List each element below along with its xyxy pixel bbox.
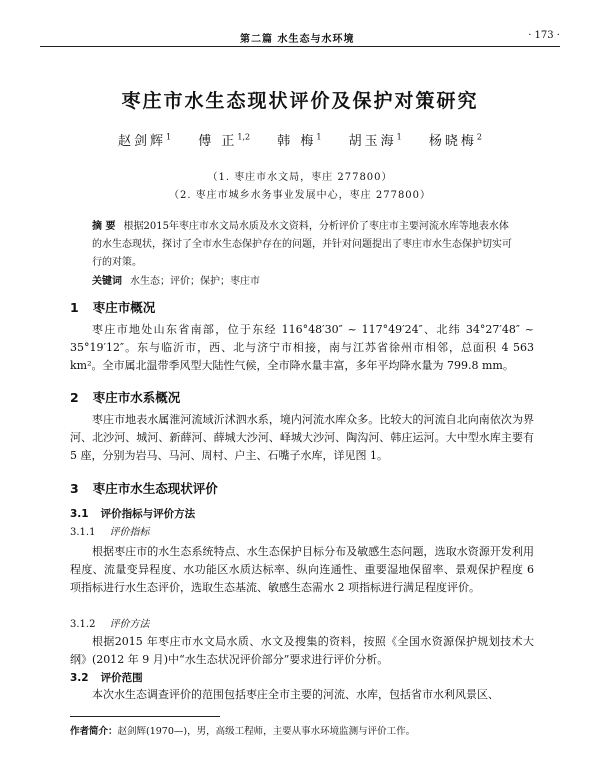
section-312-paragraph: 根据2015 年枣庄市水文局水质、水文及搜集的资料，按照《全国水资源保护规划技术大纲》(2012 年 9 月)中“水生态状况评价部分”要求进行评价分析。 — [70, 635, 534, 666]
subsection-heading: 3.1 评价指标与评价方法 — [70, 508, 196, 520]
abstract-text: 根据2015年枣庄市水文局水质及水文资料，分析评价了枣庄市主要河流水库等地表水体的水生态现状，探讨了全市水生态保护存在的问题，并针对问题提出了枣庄市水生态保护切实可行的对策。 — [92, 221, 512, 268]
page-number: · 173 · — [528, 30, 560, 41]
abstract-label: 摘 要 — [92, 221, 116, 232]
keywords-text: 水生态；评价；保护；枣庄市 — [130, 276, 260, 287]
section-2-paragraph: 枣庄市地表水属淮河流域沂沭泗水系，境内河流水库众多。比较大的河流自北向南依次为界河、北沙河、城河、新薛河、薛城大沙河、峄城大沙河、陶沟河、韩庄运河。大中型水库主要有 5 座，分别为岩马、马河、周村、户主、石嘴子水库，详见图 1。 — [70, 413, 534, 462]
section-1-paragraph: 枣庄市地处山东省南部，位于东经 116°48′30″ ~ 117°49′24″、北纬 34°27′48″ ~ 35°19′12″。东与临沂市，西、北与济宁市相接，南与江苏省徐州市相邻，总面积 4 563 km²。全市属北温带季风型大陆性气候，全市降水量丰富，多年平均降水量为 799.8 mm。 — [70, 323, 534, 372]
section-heading: 3 枣庄市水生态现状评价 — [70, 481, 218, 496]
section-311-paragraph: 根据枣庄市的水生态系统特点、水生态保护目标分布及敏感生态问题，选取水资源开发利用程度、流量变异程度、水功能区水质达标率、纵向连通性、重要湿地保留率、景观保护程度 6 项指标进行水生态评价，选取生态基流、敏感生态需水 2 项指标进行满足程度评价。 — [70, 545, 534, 594]
footnote-label: 作者简介： — [70, 726, 118, 737]
footnote-divider — [70, 716, 220, 717]
footnote — [70, 723, 415, 737]
running-head — [40, 30, 560, 47]
subsection-heading: 3.2 评价范围 — [70, 672, 143, 684]
section-heading: 1 枣庄市概况 — [70, 300, 156, 315]
affiliation-2: （2. 枣庄市城乡水务事业发展中心，枣庄 277800） — [168, 190, 432, 201]
footnote-text: 赵剑辉(1970—)，男，高级工程师，主要从事水环境监测与评价工作。 — [117, 726, 416, 737]
author-list — [0, 130, 600, 149]
keywords — [92, 272, 512, 287]
section-heading: 2 枣庄市水系概况 — [70, 390, 181, 405]
section-32-paragraph: 本次水生态调查评价的范围包括枣庄全市主要的河流、水库，包括省市水利风景区、 — [92, 688, 499, 701]
author: 赵剑辉$^1$ — [118, 132, 172, 149]
paper-title: 枣庄市水生态现状评价及保护对策研究 — [121, 90, 479, 112]
author: 胡玉海$^1$ — [348, 132, 402, 149]
author: 傅 正$^{1,2}$ — [198, 132, 251, 149]
affiliation-1: （1. 枣庄市水文局，枣庄 277800） — [207, 172, 393, 183]
abstract — [92, 218, 512, 272]
running-head-section: 第二篇 水生态与水环境 — [240, 34, 355, 45]
keywords-label: 关键词 — [92, 276, 122, 287]
subsubsection-heading: 3.1.1 评价指标 — [70, 527, 150, 538]
author: 杨晓梅$^2$ — [428, 132, 482, 149]
subsubsection-heading: 3.1.2 评价方法 — [70, 619, 150, 630]
author: 韩 梅$^1$ — [277, 132, 322, 149]
